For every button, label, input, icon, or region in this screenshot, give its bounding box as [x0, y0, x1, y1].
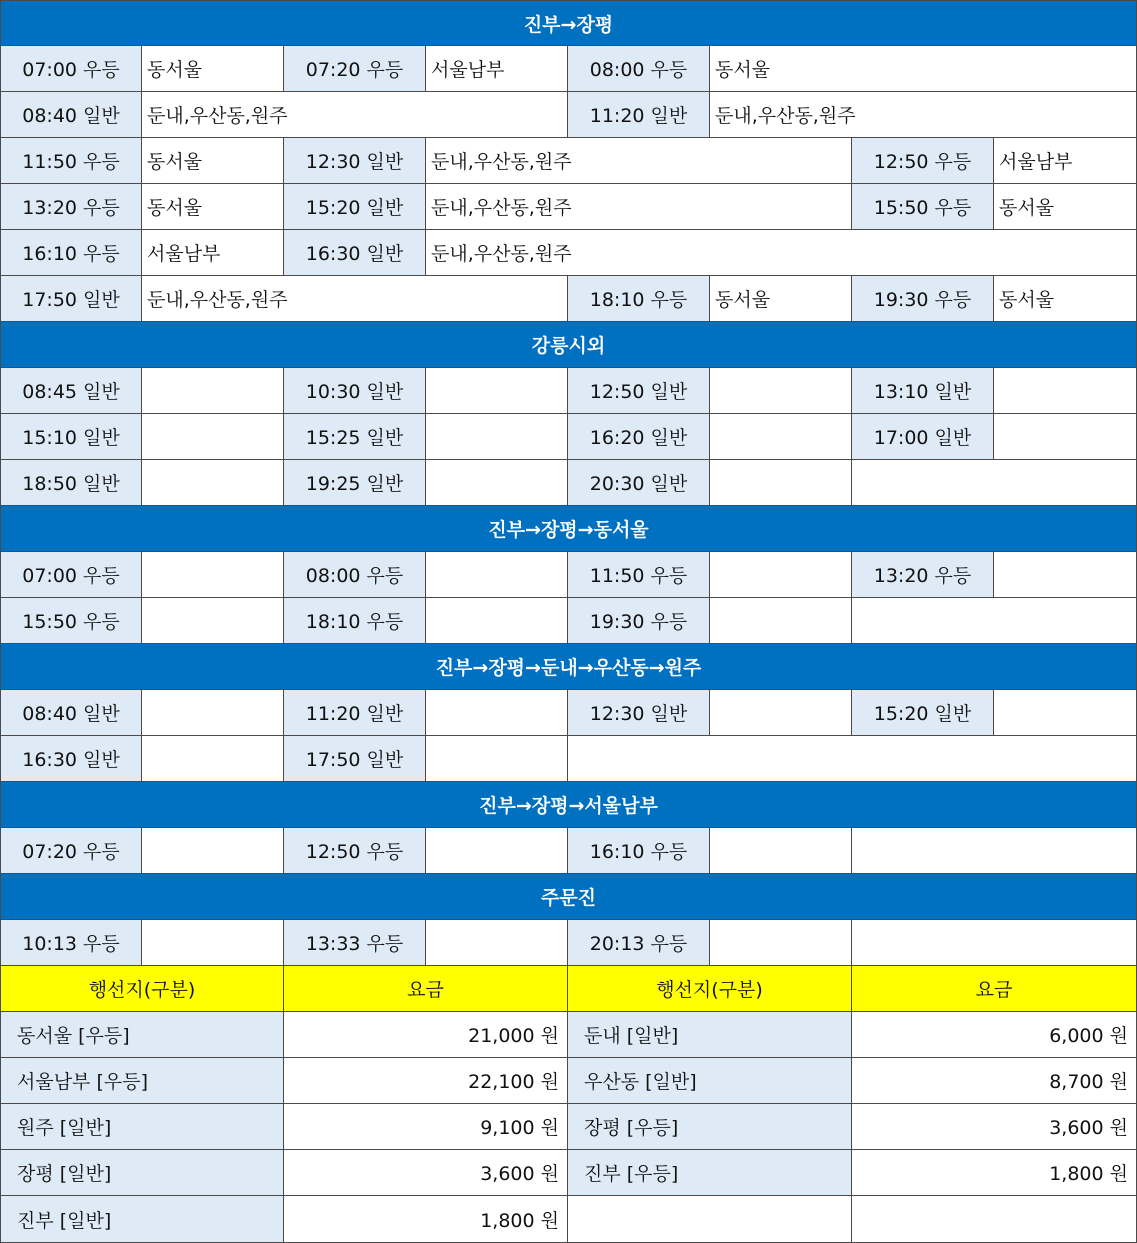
- departure-time: 18:50 일반: [0, 460, 142, 506]
- destination-cell: 둔내,우산동,원주: [142, 276, 568, 322]
- departure-time: 16:10 우등: [0, 230, 142, 276]
- departure-time: 16:10 우등: [568, 828, 710, 874]
- section-header: 진부→장평: [0, 0, 1137, 46]
- departure-time: 15:50 우등: [0, 598, 142, 644]
- departure-time: 08:40 일반: [0, 690, 142, 736]
- destination-cell: [994, 690, 1137, 736]
- destination-cell: [710, 828, 852, 874]
- destination-cell: [426, 736, 568, 782]
- destination-cell: [994, 368, 1137, 414]
- fare-destination: 진부 [우등]: [568, 1150, 852, 1196]
- section-header: 진부→장평→서울남부: [0, 782, 1137, 828]
- destination-cell: [142, 460, 284, 506]
- destination-cell: [142, 368, 284, 414]
- fare-price: 22,100 원: [284, 1058, 568, 1104]
- departure-time: 12:50 일반: [568, 368, 710, 414]
- fare-destination-header: 행선지(구분): [0, 966, 284, 1012]
- departure-time: 15:20 일반: [852, 690, 994, 736]
- destination-cell: [710, 690, 852, 736]
- departure-time: 12:30 일반: [284, 138, 426, 184]
- destination-cell: 둔내,우산동,원주: [426, 230, 1137, 276]
- departure-time: 19:25 일반: [284, 460, 426, 506]
- departure-time: 08:40 일반: [0, 92, 142, 138]
- fare-price: 3,600 원: [852, 1104, 1137, 1150]
- destination-cell: [426, 828, 568, 874]
- destination-cell: [994, 414, 1137, 460]
- departure-time: 11:20 일반: [568, 92, 710, 138]
- departure-time: 12:50 우등: [852, 138, 994, 184]
- departure-time: 19:30 우등: [852, 276, 994, 322]
- destination-cell: [426, 598, 568, 644]
- destination-cell: 서울남부: [994, 138, 1137, 184]
- destination-cell: [426, 460, 568, 506]
- departure-time: 15:50 우등: [852, 184, 994, 230]
- fare-destination: 장평 [우등]: [568, 1104, 852, 1150]
- fare-price: 3,600 원: [284, 1150, 568, 1196]
- departure-time: 13:10 일반: [852, 368, 994, 414]
- destination-cell: 동서울: [142, 138, 284, 184]
- fare-destination: 동서울 [우등]: [0, 1012, 284, 1058]
- fare-price-header: 요금: [852, 966, 1137, 1012]
- section-header: 진부→장평→동서울: [0, 506, 1137, 552]
- destination-cell: [710, 920, 852, 966]
- destination-cell: 동서울: [994, 276, 1137, 322]
- departure-time: 17:50 일반: [0, 276, 142, 322]
- departure-time: 19:30 우등: [568, 598, 710, 644]
- destination-cell: 둔내,우산동,원주: [710, 92, 1137, 138]
- departure-time: 20:30 일반: [568, 460, 710, 506]
- fare-price: 1,800 원: [284, 1196, 568, 1243]
- destination-cell: [426, 690, 568, 736]
- section-header: 진부→장평→둔내→우산동→원주: [0, 644, 1137, 690]
- fare-destination: [568, 1196, 852, 1243]
- destination-cell: [142, 920, 284, 966]
- fare-destination: 장평 [일반]: [0, 1150, 284, 1196]
- empty-cell: [568, 736, 1137, 782]
- fare-destination: 우산동 [일반]: [568, 1058, 852, 1104]
- departure-time: 13:20 우등: [0, 184, 142, 230]
- destination-cell: 둔내,우산동,원주: [426, 138, 852, 184]
- destination-cell: [426, 552, 568, 598]
- departure-time: 11:20 일반: [284, 690, 426, 736]
- departure-time: 16:30 일반: [0, 736, 142, 782]
- destination-cell: 동서울: [710, 276, 852, 322]
- departure-time: 13:33 우등: [284, 920, 426, 966]
- departure-time: 16:20 일반: [568, 414, 710, 460]
- destination-cell: [994, 552, 1137, 598]
- destination-cell: [142, 414, 284, 460]
- departure-time: 15:10 일반: [0, 414, 142, 460]
- destination-cell: [142, 736, 284, 782]
- departure-time: 15:20 일반: [284, 184, 426, 230]
- destination-cell: 동서울: [710, 46, 1137, 92]
- section-header: 주문진: [0, 874, 1137, 920]
- fare-price: 8,700 원: [852, 1058, 1137, 1104]
- fare-price: 1,800 원: [852, 1150, 1137, 1196]
- fare-destination: 둔내 [일반]: [568, 1012, 852, 1058]
- destination-cell: [426, 368, 568, 414]
- departure-time: 11:50 우등: [0, 138, 142, 184]
- empty-cell: [852, 460, 1137, 506]
- destination-cell: [142, 690, 284, 736]
- fare-destination-header: 행선지(구분): [568, 966, 852, 1012]
- empty-cell: [852, 598, 1137, 644]
- destination-cell: [710, 368, 852, 414]
- departure-time: 07:00 우등: [0, 552, 142, 598]
- departure-time: 18:10 우등: [284, 598, 426, 644]
- destination-cell: 동서울: [994, 184, 1137, 230]
- fare-price: 21,000 원: [284, 1012, 568, 1058]
- departure-time: 10:13 우등: [0, 920, 142, 966]
- destination-cell: [426, 920, 568, 966]
- destination-cell: 동서울: [142, 184, 284, 230]
- departure-time: 12:30 일반: [568, 690, 710, 736]
- departure-time: 13:20 우등: [852, 552, 994, 598]
- departure-time: 08:00 우등: [568, 46, 710, 92]
- fare-price: 6,000 원: [852, 1012, 1137, 1058]
- fare-price: 9,100 원: [284, 1104, 568, 1150]
- section-header: 강릉시외: [0, 322, 1137, 368]
- departure-time: 07:20 우등: [0, 828, 142, 874]
- destination-cell: 서울남부: [426, 46, 568, 92]
- departure-time: 16:30 일반: [284, 230, 426, 276]
- fare-destination: 서울남부 [우등]: [0, 1058, 284, 1104]
- fare-destination: 진부 [일반]: [0, 1196, 284, 1243]
- destination-cell: 둔내,우산동,원주: [426, 184, 852, 230]
- departure-time: 18:10 우등: [568, 276, 710, 322]
- destination-cell: 둔내,우산동,원주: [142, 92, 568, 138]
- destination-cell: 동서울: [142, 46, 284, 92]
- destination-cell: [710, 552, 852, 598]
- departure-time: 11:50 우등: [568, 552, 710, 598]
- departure-time: 08:00 우등: [284, 552, 426, 598]
- departure-time: 08:45 일반: [0, 368, 142, 414]
- fare-price: [852, 1196, 1137, 1243]
- destination-cell: [142, 828, 284, 874]
- departure-time: 15:25 일반: [284, 414, 426, 460]
- departure-time: 10:30 일반: [284, 368, 426, 414]
- departure-time: 07:20 우등: [284, 46, 426, 92]
- departure-time: 07:00 우등: [0, 46, 142, 92]
- destination-cell: 서울남부: [142, 230, 284, 276]
- destination-cell: [710, 460, 852, 506]
- fare-destination: 원주 [일반]: [0, 1104, 284, 1150]
- departure-time: 17:50 일반: [284, 736, 426, 782]
- destination-cell: [710, 414, 852, 460]
- destination-cell: [142, 598, 284, 644]
- destination-cell: [426, 414, 568, 460]
- departure-time: 20:13 우등: [568, 920, 710, 966]
- destination-cell: [710, 598, 852, 644]
- departure-time: 17:00 일반: [852, 414, 994, 460]
- departure-time: 12:50 우등: [284, 828, 426, 874]
- empty-cell: [852, 828, 1137, 874]
- fare-price-header: 요금: [284, 966, 568, 1012]
- empty-cell: [852, 920, 1137, 966]
- destination-cell: [142, 552, 284, 598]
